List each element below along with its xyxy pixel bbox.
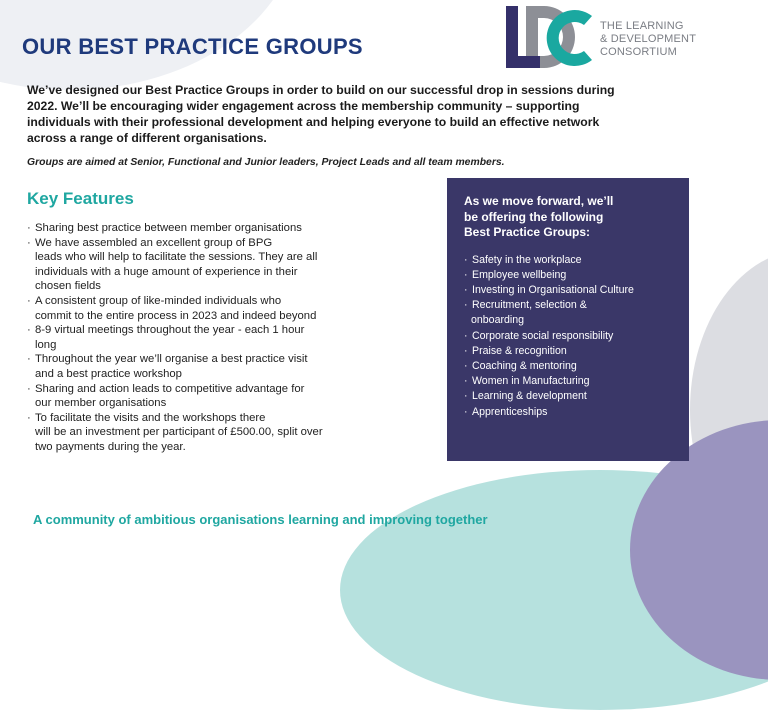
bullet-icon: · xyxy=(27,353,31,366)
feature-item-text: We have assembled an excellent group of BPG xyxy=(35,236,273,249)
group-item xyxy=(464,389,672,404)
ldc-logo xyxy=(504,2,714,74)
feature-item xyxy=(27,236,387,294)
logo-text-line-2: & DEVELOPMENT xyxy=(600,33,697,45)
intro-paragraph xyxy=(27,82,687,146)
group-item xyxy=(464,359,672,374)
bullet-icon: · xyxy=(464,405,468,418)
bullet-icon: · xyxy=(464,253,468,266)
bullet-icon: · xyxy=(464,375,468,388)
bullet-icon: · xyxy=(27,294,31,307)
bullet-icon: · xyxy=(464,359,468,372)
group-item-text: Employee wellbeing xyxy=(472,268,567,281)
feature-item xyxy=(27,294,387,323)
tagline: A community of ambitious organisations learning and improving together xyxy=(33,512,488,527)
feature-item-continuation: long xyxy=(35,338,57,351)
group-item xyxy=(464,283,672,298)
page-title: OUR BEST PRACTICE GROUPS xyxy=(22,34,363,59)
group-item-text: Praise & recognition xyxy=(472,344,567,357)
bullet-icon: · xyxy=(27,222,31,234)
groups-heading-line: be offering the following xyxy=(464,209,604,224)
feature-item xyxy=(27,352,387,381)
groups-list xyxy=(464,253,672,420)
bullet-icon: · xyxy=(27,411,31,424)
group-item-text: Apprenticeships xyxy=(472,405,548,418)
bullet-icon: · xyxy=(464,390,468,403)
group-item-text: Corporate social responsibility xyxy=(472,329,614,342)
feature-item-continuation: will be an investment per participant of £500.00, split over xyxy=(35,426,323,439)
bullet-icon: · xyxy=(464,268,468,281)
feature-item-continuation: our member organisations xyxy=(35,397,167,410)
groups-heading-line: Best Practice Groups: xyxy=(464,225,591,239)
bullet-icon: · xyxy=(27,382,31,395)
group-item-text: Learning & development xyxy=(472,390,587,403)
group-item xyxy=(464,405,672,420)
group-item-text: Coaching & mentoring xyxy=(472,359,577,372)
key-features-heading: Key Features xyxy=(27,189,134,208)
feature-item-text: 8-9 virtual meetings throughout the year - each 1 hour xyxy=(35,324,305,337)
group-item xyxy=(464,344,672,359)
feature-item-continuation: leads who will help to facilitate the sessions. They are all xyxy=(35,251,318,264)
group-item-text: Investing in Organisational Culture xyxy=(472,283,634,296)
feature-item-continuation: and a best practice workshop xyxy=(35,367,182,380)
groups-heading-line: As we move forward, we’ll xyxy=(464,194,614,208)
bullet-icon: · xyxy=(464,329,468,342)
group-item-text: Recruitment, selection & xyxy=(472,299,587,312)
groups-panel-heading xyxy=(464,194,672,241)
feature-item-continuation: commit to the entire process in 2023 and indeed beyond xyxy=(35,309,317,322)
bullet-icon: · xyxy=(464,283,468,296)
audience-note: Groups are aimed at Senior, Functional and Junior leaders, Project Leads and all team members. xyxy=(27,157,505,168)
feature-item-continuation: chosen fields xyxy=(35,280,101,293)
feature-item-text: To facilitate the visits and the workshops there xyxy=(35,411,266,424)
group-item xyxy=(464,298,672,328)
logo-text-line-3: CONSORTIUM xyxy=(600,46,677,58)
group-item xyxy=(464,329,672,344)
feature-item-continuation: two payments during the year. xyxy=(35,440,186,453)
group-item-continuation: onboarding xyxy=(471,314,525,327)
ldc-logo-mark xyxy=(504,2,600,74)
intro-line: We’ve designed our Best Practice Groups in order to build on our successful drop in sessions during xyxy=(27,83,615,97)
intro-line: individuals with their professional development and helping everyone to build an effective network xyxy=(27,115,600,129)
groups-panel xyxy=(447,178,689,461)
intro-line: 2022. We’ll be encouraging wider engagement across the membership community – supporting xyxy=(27,99,580,113)
feature-item xyxy=(27,221,387,236)
bullet-icon: · xyxy=(464,299,468,312)
feature-item xyxy=(27,323,387,352)
feature-item-continuation: individuals with a huge amount of experience in their xyxy=(35,265,298,278)
group-item-text: Safety in the workplace xyxy=(472,253,582,266)
feature-item-text: Sharing and action leads to competitive advantage for xyxy=(35,382,305,395)
bullet-icon: · xyxy=(27,236,31,249)
feature-item xyxy=(27,411,387,455)
feature-item xyxy=(27,382,387,411)
feature-item-text: A consistent group of like-minded individuals who xyxy=(35,294,282,307)
feature-item-text: Sharing best practice between member organisations xyxy=(35,222,302,234)
bullet-icon: · xyxy=(27,324,31,337)
group-item xyxy=(464,253,672,268)
group-item-text: Women in Manufacturing xyxy=(472,375,590,388)
bullet-icon: · xyxy=(464,344,468,357)
group-item xyxy=(464,268,672,283)
intro-line: across a range of different organisations. xyxy=(27,131,267,145)
group-item xyxy=(464,374,672,389)
key-features-list xyxy=(27,221,387,455)
feature-item-text: Throughout the year we’ll organise a best practice visit xyxy=(35,353,308,366)
logo-text-line-1: THE LEARNING xyxy=(600,20,684,32)
